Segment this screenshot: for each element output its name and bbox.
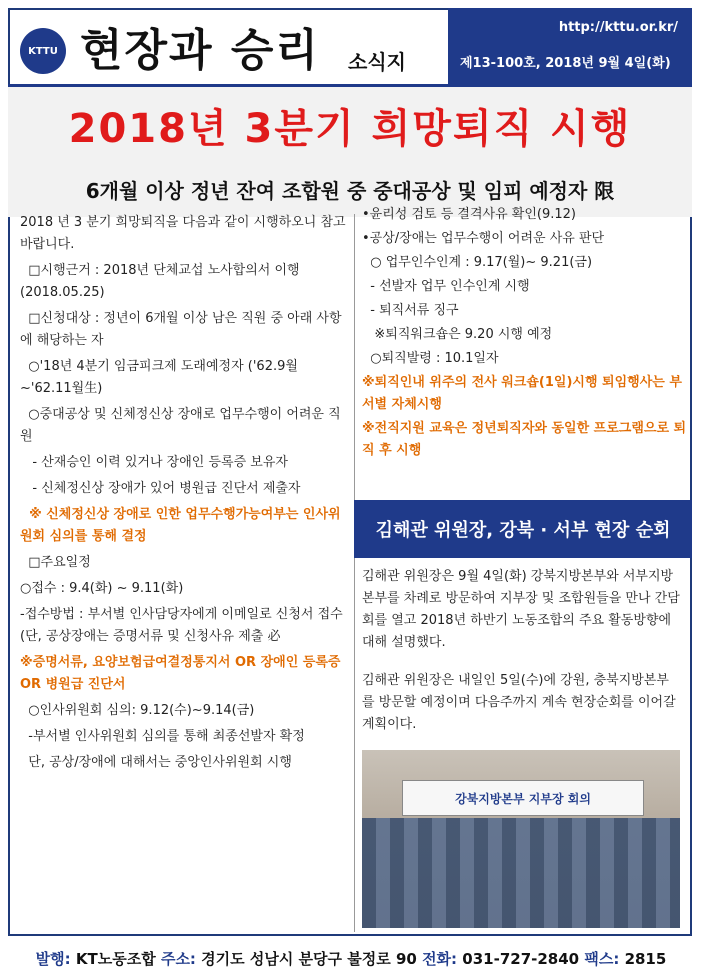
footer (0, 948, 702, 969)
paragraph: ○ 업무인수인계 : 9.17(월)~ 9.21(금) (362, 255, 593, 270)
website-url[interactable]: http://kttu.or.kr/ (558, 20, 678, 35)
paragraph: - 신체정신상 장애가 있어 병원급 진단서 제출자 (20, 481, 301, 496)
kttu-logo: KTTU (20, 28, 66, 74)
paragraph: -접수방법 : 부서별 인사담당자에게 이메일로 신청서 접수(단, 공상장애는 증명서류 및 신청사유 제출 必 (20, 607, 343, 644)
paragraph: ○인사위원회 심의: 9.12(수)~9.14(금) (20, 703, 255, 718)
subheadline: 6개월 이상 정년 잔여 조합원 중 중대공상 및 임피 예정자 限 (85, 179, 615, 203)
paragraph: 김해관 위원장은 9월 4일(화) 강북지방본부와 서부지방본부를 차례로 방문하여 지부장 및 조합원들을 만나 간담회를 열고 2018년 하반기 노동조합의 주요 활동방향에 대해 설명했다. (362, 569, 680, 650)
masthead-subtitle: 소식지 (348, 50, 406, 74)
paragraph: □신청대상 : 정년이 6개월 이상 남은 직원 중 아래 사항에 해당하는 자 (20, 311, 342, 348)
paragraph: •공상/장애는 업무수행이 어려운 사유 판단 (362, 231, 605, 246)
paragraph: ※ 신체정신상 장애로 인한 업무수행가능여부는 인사위원회 심의를 통해 결정 (20, 507, 341, 544)
masthead-title: 현장과 승리 (80, 25, 320, 76)
meeting-photo (362, 750, 680, 928)
column-divider (354, 214, 355, 932)
news-body (362, 566, 680, 752)
paragraph: ○중대공상 및 신체정신상 장애로 업무수행이 어려운 직원 (20, 407, 341, 444)
footer-phone: 031-727-2840 (462, 950, 580, 968)
paragraph: ○접수 : 9.4(화) ~ 9.11(화) (20, 581, 184, 596)
paragraph: -부서별 인사위원회 심의를 통해 최종선발자 확정 (20, 729, 305, 744)
photo-banner-text: 강북지방본부 지부장 회의 (455, 792, 591, 806)
paragraph: ○'18년 4분기 임금피크제 도래예정자 ('62.9월 ~'62.11월生) (20, 359, 303, 396)
footer-address: 경기도 성남시 분당구 불정로 90 (201, 950, 417, 968)
paragraph: 단, 공상/장애에 대해서는 중앙인사위원회 시행 (20, 755, 292, 770)
footer-publisher-label: 발행: (35, 950, 71, 968)
paragraph: □시행근거 : 2018년 단체교섭 노사합의서 이행 (2018.05.25) (20, 263, 304, 300)
footer-fax: 2815 (624, 950, 667, 968)
paragraph: - 선발자 업무 인수인계 시행 (362, 279, 530, 294)
paragraph: ※퇴직인내 위주의 전사 워크숍(1일)시행 퇴임행사는 부서별 자체시행 (362, 375, 682, 412)
paragraph: ※퇴직워크숍은 9.20 시행 예정 (362, 327, 553, 342)
right-column-top (362, 204, 692, 464)
paragraph: ※증명서류, 요양보험급여결정통지서 OR 장애인 등록증 OR 병원급 진단서 (20, 655, 345, 692)
paragraph: - 산재승인 이력 있거나 장애인 등록증 보유자 (20, 455, 288, 470)
issue-info: 제13-100호, 2018년 9월 4일(화) (460, 56, 671, 71)
paragraph: - 퇴직서류 징구 (362, 303, 459, 318)
paragraph: 김해관 위원장은 내일인 5일(수)에 강원, 충북지방본부를 방문할 예정이며 다음주까지 계속 현장순회를 이어갈 계획이다. (362, 673, 680, 732)
footer-phone-label: 전화: (422, 950, 458, 968)
footer-fax-label: 팩스: (584, 950, 620, 968)
photo-attendees (362, 818, 680, 928)
footer-address-label: 주소: (160, 950, 196, 968)
paragraph: ※전직지원 교육은 정년퇴직자와 동일한 프로그램으로 퇴직 후 시행 (362, 421, 687, 458)
news-box-header (354, 500, 692, 558)
news-box-title: 김해관 위원장, 강북 · 서부 현장 순회 (375, 520, 671, 541)
headline: 2018년 3분기 희망퇴직 시행 (68, 106, 632, 152)
photo-banner (402, 780, 644, 816)
paragraph: □주요일정 (20, 555, 91, 570)
masthead (8, 8, 448, 84)
paragraph: ○퇴직발령 : 10.1일자 (362, 351, 499, 366)
left-column (20, 212, 350, 778)
headline-band (8, 84, 692, 217)
paragraph: 2018 년 3 분기 희망퇴직을 다음과 같이 시행하오니 참고 바랍니다. (20, 215, 350, 252)
paragraph: •윤리성 검토 등 결격사유 확인(9.12) (362, 207, 576, 222)
footer-publisher: KT노동조합 (75, 950, 156, 968)
masthead-info (448, 8, 692, 84)
